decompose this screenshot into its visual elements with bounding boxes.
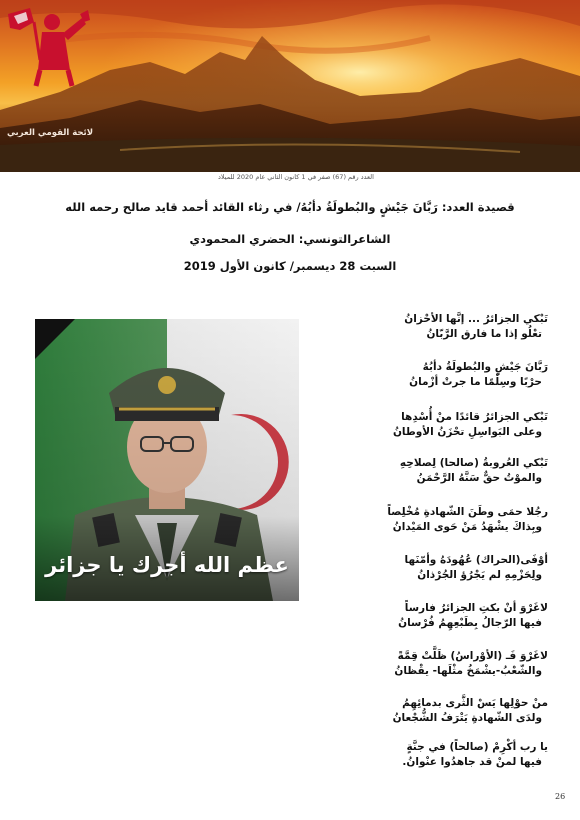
poem-stanza — [318, 312, 548, 342]
page-number: 26 — [555, 792, 566, 801]
verse-first-hemistich: تَبْكي الجزائرُ ... إنَّها الأحْزانُ — [404, 313, 548, 325]
verse-first-hemistich: رجُلا حمَى وطَنَ الشّهادةِ مُخْلِصاً — [387, 506, 548, 518]
header-banner — [0, 0, 580, 172]
poem-stanza — [318, 601, 548, 631]
verse-first-hemistich: أوْفَى(الحراك) عُهُودَهُ وأمّنَها — [404, 554, 548, 566]
memorial-photo — [35, 319, 299, 601]
verse-first-hemistich: رَبَّانَ جَيْشٍ والبُطولَةُ دأبُهُ — [422, 361, 548, 373]
poem-stanza — [318, 410, 548, 440]
verse-second-hemistich: والموْتُ حقٌّ سَنَّهُ الرَّحْمَنُ — [416, 472, 542, 484]
poem-stanza — [318, 505, 548, 535]
verse-second-hemistich: وبِذاكَ يشْهَدُ مَنْ حَوى المَيْدانُ — [392, 521, 542, 533]
verse-first-hemistich: تَبْكي العُروبةُ (صالحا) لِصلاحِهِ — [399, 457, 548, 469]
poem-stanza — [318, 696, 548, 726]
verse-second-hemistich: والشّعْبُ-يشْمَخُ مثْلَها- يقْظانُ — [394, 665, 542, 677]
verse-second-hemistich: ولِحَزْمِهِ لم يَجْرُؤ الجُرْذانُ — [417, 569, 542, 581]
issue-line: العدد رقم (67) صفر في 1 كانون الثاني عام 2020 للميلاد — [218, 173, 374, 181]
poem-stanza — [318, 649, 548, 679]
verse-second-hemistich: تعْلُو إذا ما فارق الرَّبّانُ — [426, 328, 542, 340]
photo-caption: عظم الله أجرك يا جزائر — [45, 553, 289, 577]
verse-second-hemistich: ولدَى الشّهادةِ يَتْرَفُ الشُّجْعانُ — [392, 712, 542, 724]
logo-emblem — [0, 0, 92, 90]
issue-dateline — [0, 173, 580, 185]
verse-second-hemistich: وعلى البَواسِلِ تحْزَنُ الأوطانُ — [392, 426, 542, 438]
logo-caption: لائحة القومي العربي — [6, 128, 94, 138]
poem-stanza — [318, 456, 548, 486]
article-title: قصيدة العدد: رَبَّانَ جَيْشٍ والبُطولَةُ دأبُهُ/ في رثاء القائد أحمد قايد صالح رحمه الله — [65, 200, 515, 214]
poem-stanza — [318, 740, 548, 770]
verse-first-hemistich: لاغَرْوَ أنْ بكتِ الجزائرُ فارساً — [404, 602, 548, 614]
verse-first-hemistich: يا رب أكْرِمْ (صالحاً) في جنَّةٍ — [406, 741, 548, 753]
verse-first-hemistich: لاغَرْوَ فَـ (الأوْراسُ) ظَلَّتْ قِمَّةً — [397, 650, 548, 662]
poem-stanza — [318, 553, 548, 583]
verse-first-hemistich: تَبْكي الجزائرُ قائدًا منْ أُسْدِها — [401, 411, 548, 423]
date-line: السبت 28 ديسمبر/ كانون الأول 2019 — [183, 259, 397, 273]
verse-second-hemistich: فيها لمنْ قد جاهدُوا عنْوانُ. — [402, 756, 542, 768]
poet-line: الشاعرالتونسي: الحضري المحمودي — [189, 232, 391, 246]
verse-second-hemistich: فيها الرّجالُ بِطَبْعِهِمُ فُرْسانُ — [398, 617, 542, 629]
verse-second-hemistich: حرْبًا وسِلْمًا ما جرتْ أزْمانُ — [409, 376, 542, 388]
verse-first-hemistich: منْ حوْلِها يَسْ الثَّرى بدمائِهِمُ — [402, 697, 548, 709]
poem-stanza — [318, 360, 548, 390]
